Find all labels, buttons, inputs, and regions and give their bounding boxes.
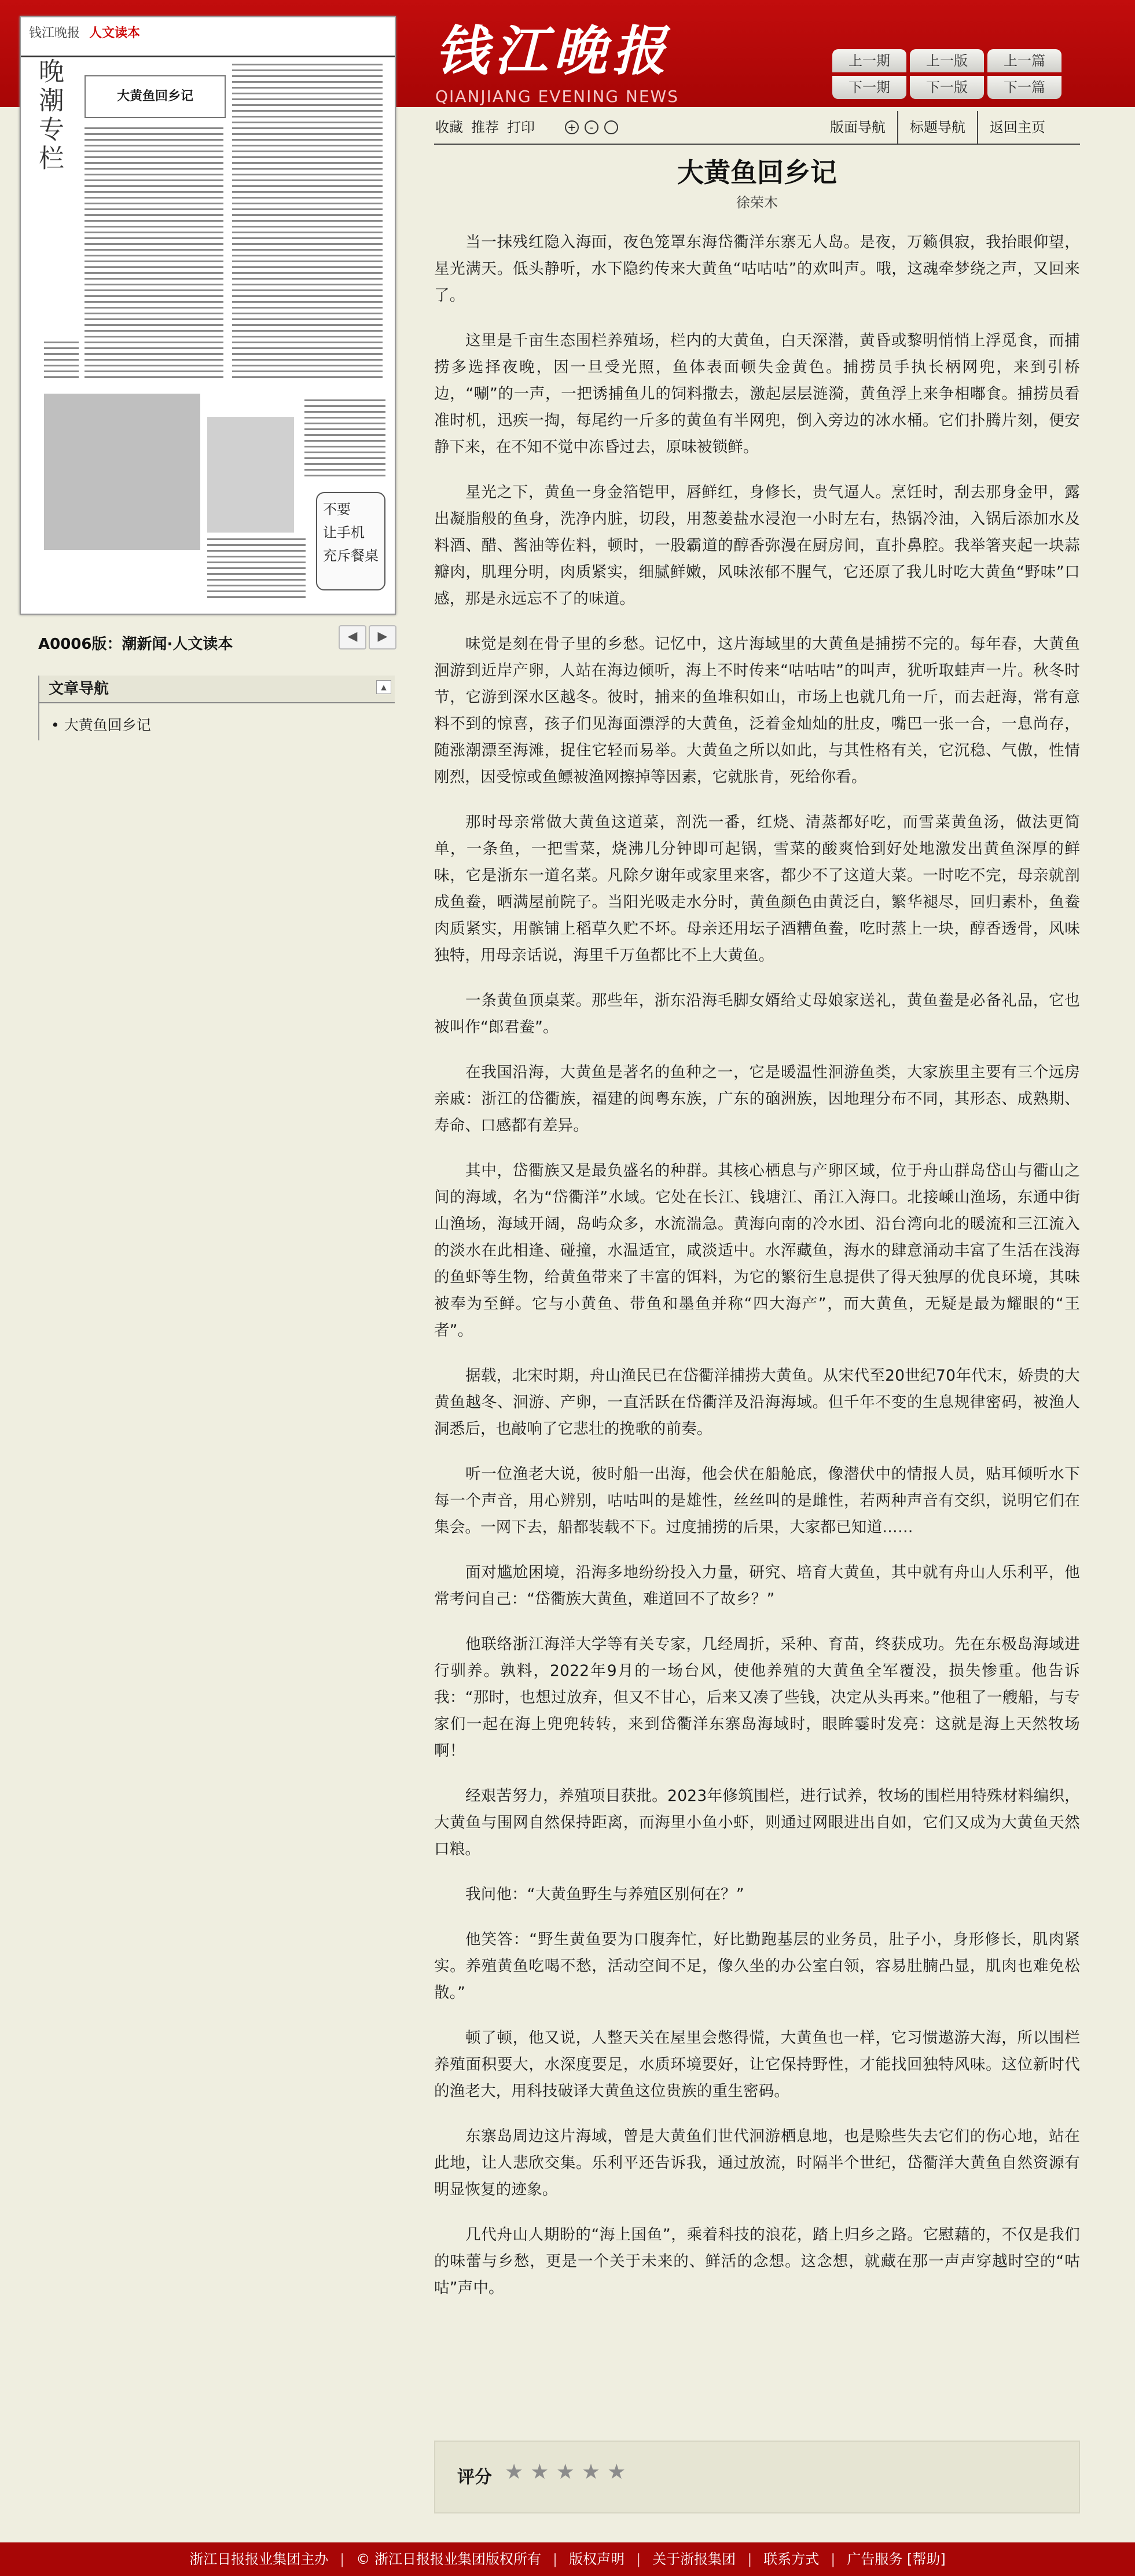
prev-page-arrow-icon[interactable]: ◀ — [339, 625, 366, 649]
article-paragraph: 听一位渔老大说，彼时船一出海，他会伏在船舱底，像潜伏中的情报人员，贴耳倾听水下每一个声音，用心辨别，咕咕叫的是雄性，丝丝叫的是雌性，若两种声音有交织，说明它们在集会。一网下去，船都装载不下。过度捕捞的后果，大家都已知道…… — [434, 1465, 1080, 1536]
article-paragraph: 几代舟山人期盼的“海上国鱼”，乘着科技的浪花，踏上归乡之路。它慰藉的，不仅是我们的味蕾与乡愁，更是一个关于未来的、鲜活的念想。这念想，就藏在那一声声穿越时空的“咕咕”声中。 — [434, 2226, 1080, 2297]
thumbnail-article-title: 大黄鱼回乡记 — [85, 75, 226, 118]
prev-issue-button[interactable]: 上一期 — [832, 49, 906, 72]
page-nav-link[interactable]: 版面导航 — [830, 119, 886, 135]
footer-link-ads[interactable]: 广告服务 [帮助] — [847, 2551, 946, 2567]
article-body — [434, 229, 1080, 2320]
article-nav-header — [39, 676, 395, 703]
toolbar-actions — [435, 111, 535, 144]
star-icon[interactable]: ★ — [530, 2460, 549, 2484]
article-nav-title: 文章导航 — [49, 680, 109, 698]
article-nav-item[interactable]: • 大黄鱼回乡记 — [39, 703, 395, 735]
stamp-line: 充斥餐桌 — [323, 548, 379, 564]
page-arrows — [339, 625, 396, 649]
print-button[interactable]: 打印 — [507, 119, 535, 135]
thumbnail-photo — [207, 417, 294, 533]
toolbar-links — [818, 111, 1057, 144]
rating-box — [434, 2441, 1080, 2513]
article-paragraph: 那时母亲常做大黄鱼这道菜，剖洗一番，红烧、清蒸都好吃，而雪菜黄鱼汤，做法更简单，一条鱼，一把雪菜，烧沸几分钟即可起锅，雪菜的酸爽恰到好处地激发出黄鱼深厚的鲜味，它是浙东一道名菜。凡除夕谢年或家里来客，都少不了这道大菜。一时吃不完，母亲就剖成鱼鲞，晒满屋前院子。当阳光吸走水分时，黄鱼颜色由黄泛白，繁华褪尽，回归素朴，鱼鲞肉质紧实，用髌铺上稻草久贮不坏。母亲还用坛子酒糟鱼鲞，吃时蒸上一块，醇香透骨，风味独特，用母亲话说，海里千万鱼都比不上大黄鱼。 — [434, 813, 1080, 964]
article-paragraph: 星光之下，黄鱼一身金箔铠甲，唇鲜红，身修长，贵气逼人。烹饪时，刮去那身金甲，露出凝脂般的鱼身，洗净内脏，切段，用葱姜盐水浸泡一小时左右，热锅冷油，入锅后添加水及料酒、醋、酱油等佐料，顿时，一股霸道的醇香弥漫在厨房间，直扑鼻腔。我举箸夹起一块蒜瓣肉，肌理分明，肉质紧实，细腻鲜嫩，风味浓郁不腥气，它还原了我儿时吃大黄鱼“野味”口感，那是永远忘不了的味道。 — [434, 483, 1080, 608]
article-paragraph: 据载，北宋时期，舟山渔民已在岱衢洋捕捞大黄鱼。从宋代至20世纪70年代末，娇贵的大黄鱼越冬、洄游、产卵，一直活跃在岱衢洋及沿海海域。但千年不变的生息规律密码，被渔人洞悉后，也敲响了它悲壮的挽歌的前奏。 — [434, 1367, 1080, 1438]
thumbnail-section: 人文读本 — [89, 26, 141, 41]
logo-english: QIANJIANG EVENING NEWS — [435, 87, 679, 106]
article-paragraph: 经艰苦努力，养殖项目获批。2023年修筑围栏，进行试养，牧场的围栏用特殊材料编织，大黄鱼与围网自然保持距离，而海里小鱼小虾，则通过网眼进出自如，它们又成为大黄鱼天然口粮。 — [434, 1787, 1080, 1858]
stamp-line: 不要 — [323, 501, 351, 518]
title-nav-link[interactable]: 标题导航 — [897, 111, 977, 144]
article-paragraph: 一条黄鱼顶桌菜。那些年，浙东沿海毛脚女婿给丈母娘家送礼，黄鱼鲞是必备礼品，它也被叫作“郎君鲞”。 — [434, 992, 1080, 1036]
zoom-out-icon[interactable]: - — [585, 120, 598, 134]
page-thumbnail[interactable] — [20, 16, 396, 615]
article-paragraph: 味觉是刻在骨子里的乡愁。记忆中，这片海域里的大黄鱼是捕捞不完的。每年春，大黄鱼洄游到近岸产卵，人站在海边倾听，海上不时传来“咕咕咕”的叫声，犹听取蛙声一片。秋冬时节，它游到深水区越冬。彼时，捕来的鱼堆积如山，市场上也就几角一斤，而去赶海，常有意料不到的惊喜，孩子们见海面漂浮的大黄鱼，泛着金灿灿的肚皮，嘴巴一张一合，一息尚存，随涨潮漂至海滩，捉住它轻而易举。大黄鱼之所以如此，与其性格有关，它沉稳、气傲，性情刚烈，因受惊或鱼鳔被渔网擦掉等因素，它就胀肯，死给你看。 — [434, 635, 1080, 786]
thumbnail-text-block — [207, 538, 306, 602]
article-paragraph: 东寨岛周边这片海域，曾是大黄鱼们世代洄游栖息地，也是赊些失去它们的伤心地，站在此地，让人悲欣交集。乐利平还告诉我，通过放流，时隔半个世纪，岱衢洋大黄鱼自然资源有明显恢复的迹象。 — [434, 2127, 1080, 2199]
article-author: 徐荣木 — [736, 195, 778, 211]
star-icon[interactable]: ★ — [505, 2460, 524, 2484]
logo[interactable]: 钱江晚报 — [435, 20, 672, 82]
next-page-arrow-icon[interactable]: ▶ — [369, 625, 396, 649]
article-paragraph: 这里是千亩生态围栏养殖场，栏内的大黄鱼，白天深潜，黄昏或黎明悄悄上浮觅食，而捕捞多选择夜晚，因一旦受光照，鱼体表面顿失金黄色。捕捞员手执长柄网兜，来到引桥边，“唰”的一声，一把诱捕鱼儿的饲料撒去，激起层层涟漪，黄鱼浮上来争相嘟食。捕捞员看准时机，迅疾一掏，每尾约一斤多的黄鱼有半网兜，倒入旁边的冰水桶。它们扑腾片刻，便安静下来，在不知不觉中冻昏过去，原味被锁鲜。 — [434, 332, 1080, 456]
article-paragraph: 他笑答：“野生黄鱼要为口腹奔忙，好比勤跑基层的业务员，肚子小，身形修长，肌肉紧实。养殖黄鱼吃喝不愁，活动空间不足，像久坐的办公室白领，容易肚腩凸显，肌肉也难免松散。” — [434, 1931, 1080, 2002]
article-title: 大黄鱼回乡记 — [677, 157, 837, 188]
footer-copyright: © 浙江日报报业集团版权所有 — [356, 2551, 541, 2567]
next-issue-button[interactable]: 下一期 — [832, 76, 906, 99]
footer-separator: | — [636, 2551, 641, 2567]
article-paragraph: 其中，岱衢族又是最负盛名的种群。其核心栖息与产卵区域，位于舟山群岛岱山与衢山之间的海域，名为“岱衢洋”水域。它处在长江、钱塘江、甬江入海口。北接嵊山渔场，东通中街山渔场，海域开阔，岛屿众多，水流湍急。黄海向南的冷水团、沿台湾向北的暖流和三江流入的淡水在此相逢、碰撞，水温适宜，咸淡适中。水浑藏鱼，海水的肆意涌动丰富了生活在浅海的鱼虾等生物，给黄鱼带来了丰富的饵料，为它的繁衍生息提供了得天独厚的优良环境，其味被奉为至鲜。它与小黄鱼、带鱼和墨鱼并称“四大海产”，而大黄鱼，无疑是最为耀眼的“王者”。 — [434, 1162, 1080, 1340]
thumbnail-text-block — [44, 342, 79, 382]
favorite-button[interactable]: 收藏 — [435, 119, 463, 135]
footer-separator: | — [831, 2551, 836, 2567]
zoom-reset-icon[interactable] — [604, 120, 618, 134]
footer-separator: | — [747, 2551, 752, 2567]
font-size-controls — [565, 111, 618, 144]
footer-organizer: 浙江日报报业集团主办 — [189, 2551, 329, 2567]
article-toolbar — [434, 111, 1080, 145]
article-paragraph: 顿了顿，他又说，人整天关在屋里会憋得慌，大黄鱼也一样，它习惯遨游大海，所以围栏养殖面积要大，水深度要足，水质环境要好，让它保持野性，才能找回独特风味。这位新时代的渔老大，用科技破译大黄鱼这位贵族的重生密码。 — [434, 2029, 1080, 2100]
article-paragraph: 在我国沿海，大黄鱼是著名的鱼种之一，它是暖温性洄游鱼类，大家族里主要有三个远房亲戚：浙江的岱衢族，福建的闽粤东族，广东的硇洲族，因地理分布不同，其形态、成熟期、寿命、口感都有差异。 — [434, 1063, 1080, 1135]
article-navigation — [38, 676, 395, 740]
star-icon[interactable]: ★ — [581, 2460, 601, 2484]
footer-separator: | — [553, 2551, 558, 2567]
footer-link-copyright-statement[interactable]: 版权声明 — [569, 2551, 625, 2567]
rating-label: 评分 — [457, 2467, 492, 2487]
thumbnail-header — [21, 17, 395, 57]
footer-link-about[interactable]: 关于浙报集团 — [652, 2551, 736, 2567]
collapse-icon[interactable]: ▲ — [376, 680, 391, 694]
next-page-button[interactable]: 下一版 — [910, 76, 984, 99]
edition-title: A0006版：潮新闻·人文读本 — [38, 636, 233, 653]
rating-stars — [505, 2460, 626, 2484]
article-paragraph: 他联络浙江海洋大学等有关专家，几经周折，采种、育苗，终获成功。先在东极岛海域进行驯养。孰料，2022年9月的一场台风，使他养殖的大黄鱼全军覆没，损失惨重。他告诉我：“那时，也想过放弃，但又不甘心，后来又凑了些钱，决定从头再来。”他租了一艘船，与专家们一起在海上兜兜转转，来到岱衢洋东寨岛海域时，眼眸霎时发亮：这就是海上天然牧场啊！ — [434, 1635, 1080, 1760]
zoom-in-icon[interactable]: + — [565, 120, 579, 134]
thumbnail-text-block — [232, 64, 383, 382]
stamp-line: 让手机 — [323, 524, 365, 541]
thumbnail-text-block — [85, 127, 223, 382]
footer-separator: | — [340, 2551, 345, 2567]
thumbnail-text-block — [304, 399, 385, 480]
recommend-button[interactable]: 推荐 — [471, 119, 499, 135]
article-paragraph: 我问他：“大黄鱼野生与养殖区别何在？” — [465, 1885, 744, 1903]
thumbnail-photo — [44, 394, 200, 550]
issue-navigation — [832, 49, 1065, 102]
star-icon[interactable]: ★ — [556, 2460, 575, 2484]
footer — [0, 2542, 1135, 2576]
prev-article-button[interactable]: 上一篇 — [987, 49, 1061, 72]
article-paragraph: 当一抹残红隐入海面，夜色笼罩东海岱衢洋东寨无人岛。是夜，万籁俱寂，我抬眼仰望，星光满天。低头静听，水下隐约传来大黄鱼“咕咕咕”的欢叫声。哦，这魂牵梦绕之声，又回来了。 — [434, 233, 1080, 304]
thumbnail-paper-name: 钱江晚报 — [29, 26, 80, 41]
thumbnail-stamp — [316, 492, 385, 590]
prev-page-button[interactable]: 上一版 — [910, 49, 984, 72]
article-paragraph: 面对尴尬困境，沿海多地纷纷投入力量，研究、培育大黄鱼，其中就有舟山人乐利平，他常考问自己：“岱衢族大黄鱼，难道回不了故乡？” — [434, 1564, 1080, 1608]
star-icon[interactable]: ★ — [607, 2460, 626, 2484]
home-link[interactable]: 返回主页 — [977, 111, 1057, 144]
thumbnail-column-title: 晚潮专栏 — [34, 58, 64, 174]
footer-link-contact[interactable]: 联系方式 — [763, 2551, 820, 2567]
next-article-button[interactable]: 下一篇 — [987, 76, 1061, 99]
